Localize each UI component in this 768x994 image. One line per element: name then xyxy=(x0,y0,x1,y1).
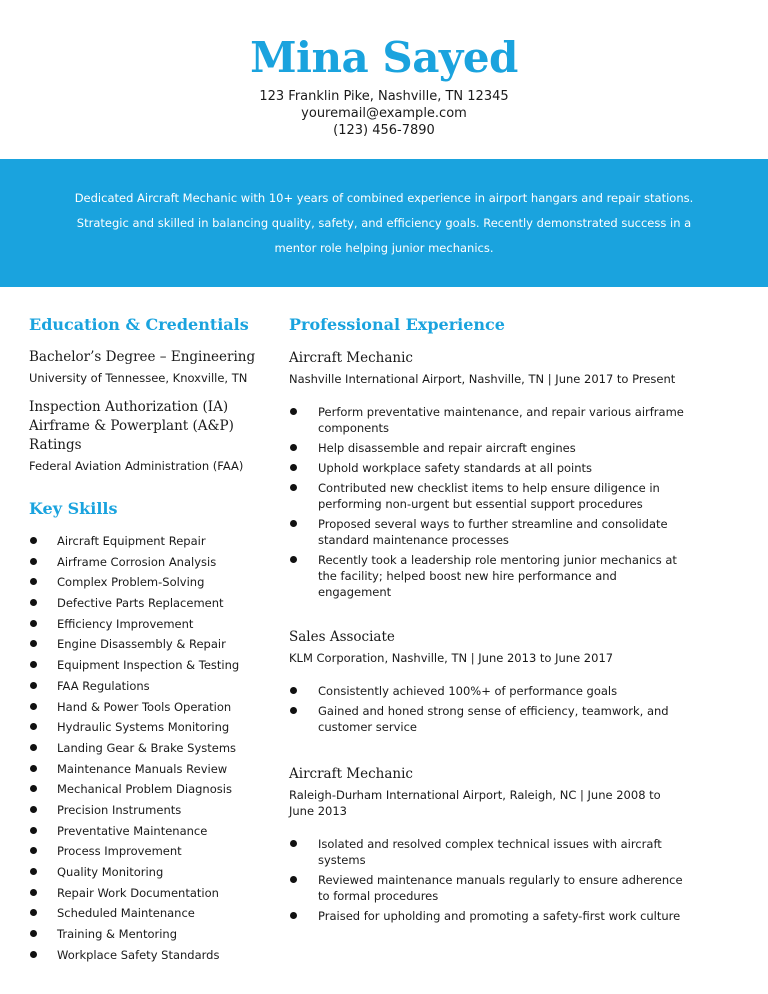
skill-label: Precision Instruments xyxy=(57,802,182,817)
bullet-icon xyxy=(290,556,297,563)
bullet-icon xyxy=(290,876,297,883)
job-bullets xyxy=(289,836,689,924)
bullet-icon xyxy=(290,484,297,491)
bullet-icon xyxy=(30,785,37,792)
skill-label: Complex Problem-Solving xyxy=(57,575,205,590)
bullet-icon xyxy=(30,703,37,710)
job-bullet xyxy=(289,460,689,476)
bullet-icon xyxy=(30,827,37,834)
education-section xyxy=(29,314,269,474)
candidate-name: Mina Sayed xyxy=(250,33,518,82)
education-entry xyxy=(29,398,269,474)
phone: (123) 456-7890 xyxy=(333,123,435,138)
bullet-icon xyxy=(290,707,297,714)
skill-item xyxy=(29,719,269,740)
skill-item xyxy=(29,864,269,885)
job-bullet xyxy=(289,683,689,699)
skills-list xyxy=(29,533,269,967)
bullet-icon xyxy=(30,537,37,544)
job-title: Aircraft Mechanic xyxy=(289,766,413,782)
skill-label: Workplace Safety Standards xyxy=(57,947,220,962)
bullet-icon xyxy=(30,889,37,896)
summary-text: Dedicated Aircraft Mechanic with 10+ years of combined experience in airport hangars and repair stations. Strategic and skilled in balancing quality, safety, and efficiency goals. Recently demonstrated success in a mentor role helping junior mechanics. xyxy=(74,190,694,255)
job-entry xyxy=(289,628,689,735)
bullet-icon xyxy=(290,444,297,451)
skill-label: Repair Work Documentation xyxy=(57,885,219,900)
skill-label: Airframe Corrosion Analysis xyxy=(57,554,217,569)
skill-item xyxy=(29,699,269,720)
skill-label: Landing Gear & Brake Systems xyxy=(57,740,237,755)
skill-item xyxy=(29,885,269,906)
skill-item xyxy=(29,636,269,657)
bullet-icon xyxy=(30,951,37,958)
bullet-icon xyxy=(30,723,37,730)
bullet-icon xyxy=(30,599,37,606)
job-employer: KLM Corporation, Nashville, TN | June 2013 to June 2017 xyxy=(289,651,614,665)
right-column xyxy=(289,314,689,928)
job-bullet-text: Recently took a leadership role mentoring junior mechanics at the facility; helped boost new hire performance and engagement xyxy=(318,553,677,599)
job-bullet-text: Uphold workplace safety standards at all points xyxy=(318,461,593,475)
skill-label: Hydraulic Systems Monitoring xyxy=(57,720,230,735)
skill-label: Preventative Maintenance xyxy=(57,823,208,838)
skill-item xyxy=(29,823,269,844)
skills-section xyxy=(29,498,269,967)
job-bullet-text: Help disassemble and repair aircraft engines xyxy=(318,441,576,455)
skill-label: Hand & Power Tools Operation xyxy=(57,699,232,714)
education-entry xyxy=(29,348,269,386)
bullet-icon xyxy=(30,806,37,813)
bullet-icon xyxy=(290,520,297,527)
bullet-icon xyxy=(30,661,37,668)
skill-label: Training & Mentoring xyxy=(57,927,177,942)
email: youremail@example.com xyxy=(301,106,467,121)
job-bullet xyxy=(289,440,689,456)
skill-item xyxy=(29,657,269,678)
job-bullet xyxy=(289,703,689,735)
skill-item xyxy=(29,926,269,947)
job-title: Sales Associate xyxy=(289,629,395,645)
bullet-icon xyxy=(30,682,37,689)
job-bullet xyxy=(289,872,689,904)
skill-item xyxy=(29,905,269,926)
job-bullet-text: Gained and honed strong sense of efficiency, teamwork, and customer service xyxy=(318,704,669,734)
bullet-icon xyxy=(30,640,37,647)
job-bullet xyxy=(289,480,689,512)
job-bullet xyxy=(289,404,689,436)
education-entry-title: Bachelor’s Degree – Engineering xyxy=(29,349,256,365)
education-heading: Education & Credentials xyxy=(29,315,249,334)
job-bullet-text: Perform preventative maintenance, and repair various airframe components xyxy=(318,405,684,435)
job-bullet-text: Contributed new checklist items to help ensure diligence in performing non-urgent but essential support procedures xyxy=(318,481,660,511)
job-bullet-text: Consistently achieved 100%+ of performance goals xyxy=(318,684,618,698)
job-bullet-text: Proposed several ways to further streamline and consolidate standard maintenance processes xyxy=(318,517,668,547)
skill-item xyxy=(29,678,269,699)
skill-label: Maintenance Manuals Review xyxy=(57,761,228,776)
bullet-icon xyxy=(30,558,37,565)
job-employer: Raleigh-Durham International Airport, Raleigh, NC | June 2008 to June 2013 xyxy=(289,788,661,818)
education-entry-sub: University of Tennessee, Knoxville, TN xyxy=(29,371,248,385)
job-bullet xyxy=(289,552,689,600)
job-bullet-text: Praised for upholding and promoting a safety-first work culture xyxy=(318,909,681,923)
bullet-icon xyxy=(30,744,37,751)
skill-item xyxy=(29,761,269,782)
skill-item xyxy=(29,740,269,761)
experience-heading: Professional Experience xyxy=(289,315,505,334)
skill-label: Scheduled Maintenance xyxy=(57,906,195,921)
bullet-icon xyxy=(290,408,297,415)
experience-list xyxy=(289,349,689,924)
bullet-icon xyxy=(30,868,37,875)
skill-label: Process Improvement xyxy=(57,844,182,859)
address: 123 Franklin Pike, Nashville, TN 12345 xyxy=(259,89,509,104)
bullet-icon xyxy=(290,464,297,471)
job-bullets xyxy=(289,683,689,735)
skill-label: Aircraft Equipment Repair xyxy=(57,534,206,548)
skill-item xyxy=(29,595,269,616)
education-entry-sub: Federal Aviation Administration (FAA) xyxy=(29,459,244,473)
bullet-icon xyxy=(30,930,37,937)
left-column xyxy=(29,314,269,967)
skill-label: Quality Monitoring xyxy=(57,865,164,879)
bullet-icon xyxy=(30,620,37,627)
bullet-icon xyxy=(30,765,37,772)
skills-heading: Key Skills xyxy=(29,499,118,518)
skill-label: FAA Regulations xyxy=(57,678,150,693)
bullet-icon xyxy=(290,912,297,919)
job-bullet-text: Isolated and resolved complex technical issues with aircraft systems xyxy=(318,837,662,867)
skill-label: Engine Disassembly & Repair xyxy=(57,637,226,652)
skill-label: Mechanical Problem Diagnosis xyxy=(57,782,232,797)
bullet-icon xyxy=(30,909,37,916)
bullet-icon xyxy=(290,840,297,847)
skill-label: Equipment Inspection & Testing xyxy=(57,658,240,673)
bullet-icon xyxy=(290,687,297,694)
skill-label: Efficiency Improvement xyxy=(57,616,194,631)
job-employer: Nashville International Airport, Nashville, TN | June 2017 to Present xyxy=(289,372,676,386)
education-entry-title: Inspection Authorization (IA) Airframe & Powerplant (A&P) Ratings xyxy=(29,399,234,453)
skill-item xyxy=(29,533,269,554)
job-bullet xyxy=(289,516,689,548)
contact-info xyxy=(0,88,768,139)
job-bullet-text: Reviewed maintenance manuals regularly to ensure adherence to formal procedures xyxy=(318,873,683,903)
bullet-icon xyxy=(30,847,37,854)
skill-item xyxy=(29,574,269,595)
skill-item xyxy=(29,781,269,802)
skill-item xyxy=(29,802,269,823)
job-entry xyxy=(289,349,689,600)
skill-label: Defective Parts Replacement xyxy=(57,596,224,611)
skill-item xyxy=(29,554,269,575)
skill-item xyxy=(29,947,269,968)
job-entry xyxy=(289,765,689,924)
job-title: Aircraft Mechanic xyxy=(289,350,413,366)
job-bullet xyxy=(289,908,689,924)
job-bullet xyxy=(289,836,689,868)
summary-band xyxy=(0,159,768,287)
skill-item xyxy=(29,616,269,637)
bullet-icon xyxy=(30,578,37,585)
skill-item xyxy=(29,843,269,864)
job-bullets xyxy=(289,404,689,600)
resume-header xyxy=(0,0,768,139)
